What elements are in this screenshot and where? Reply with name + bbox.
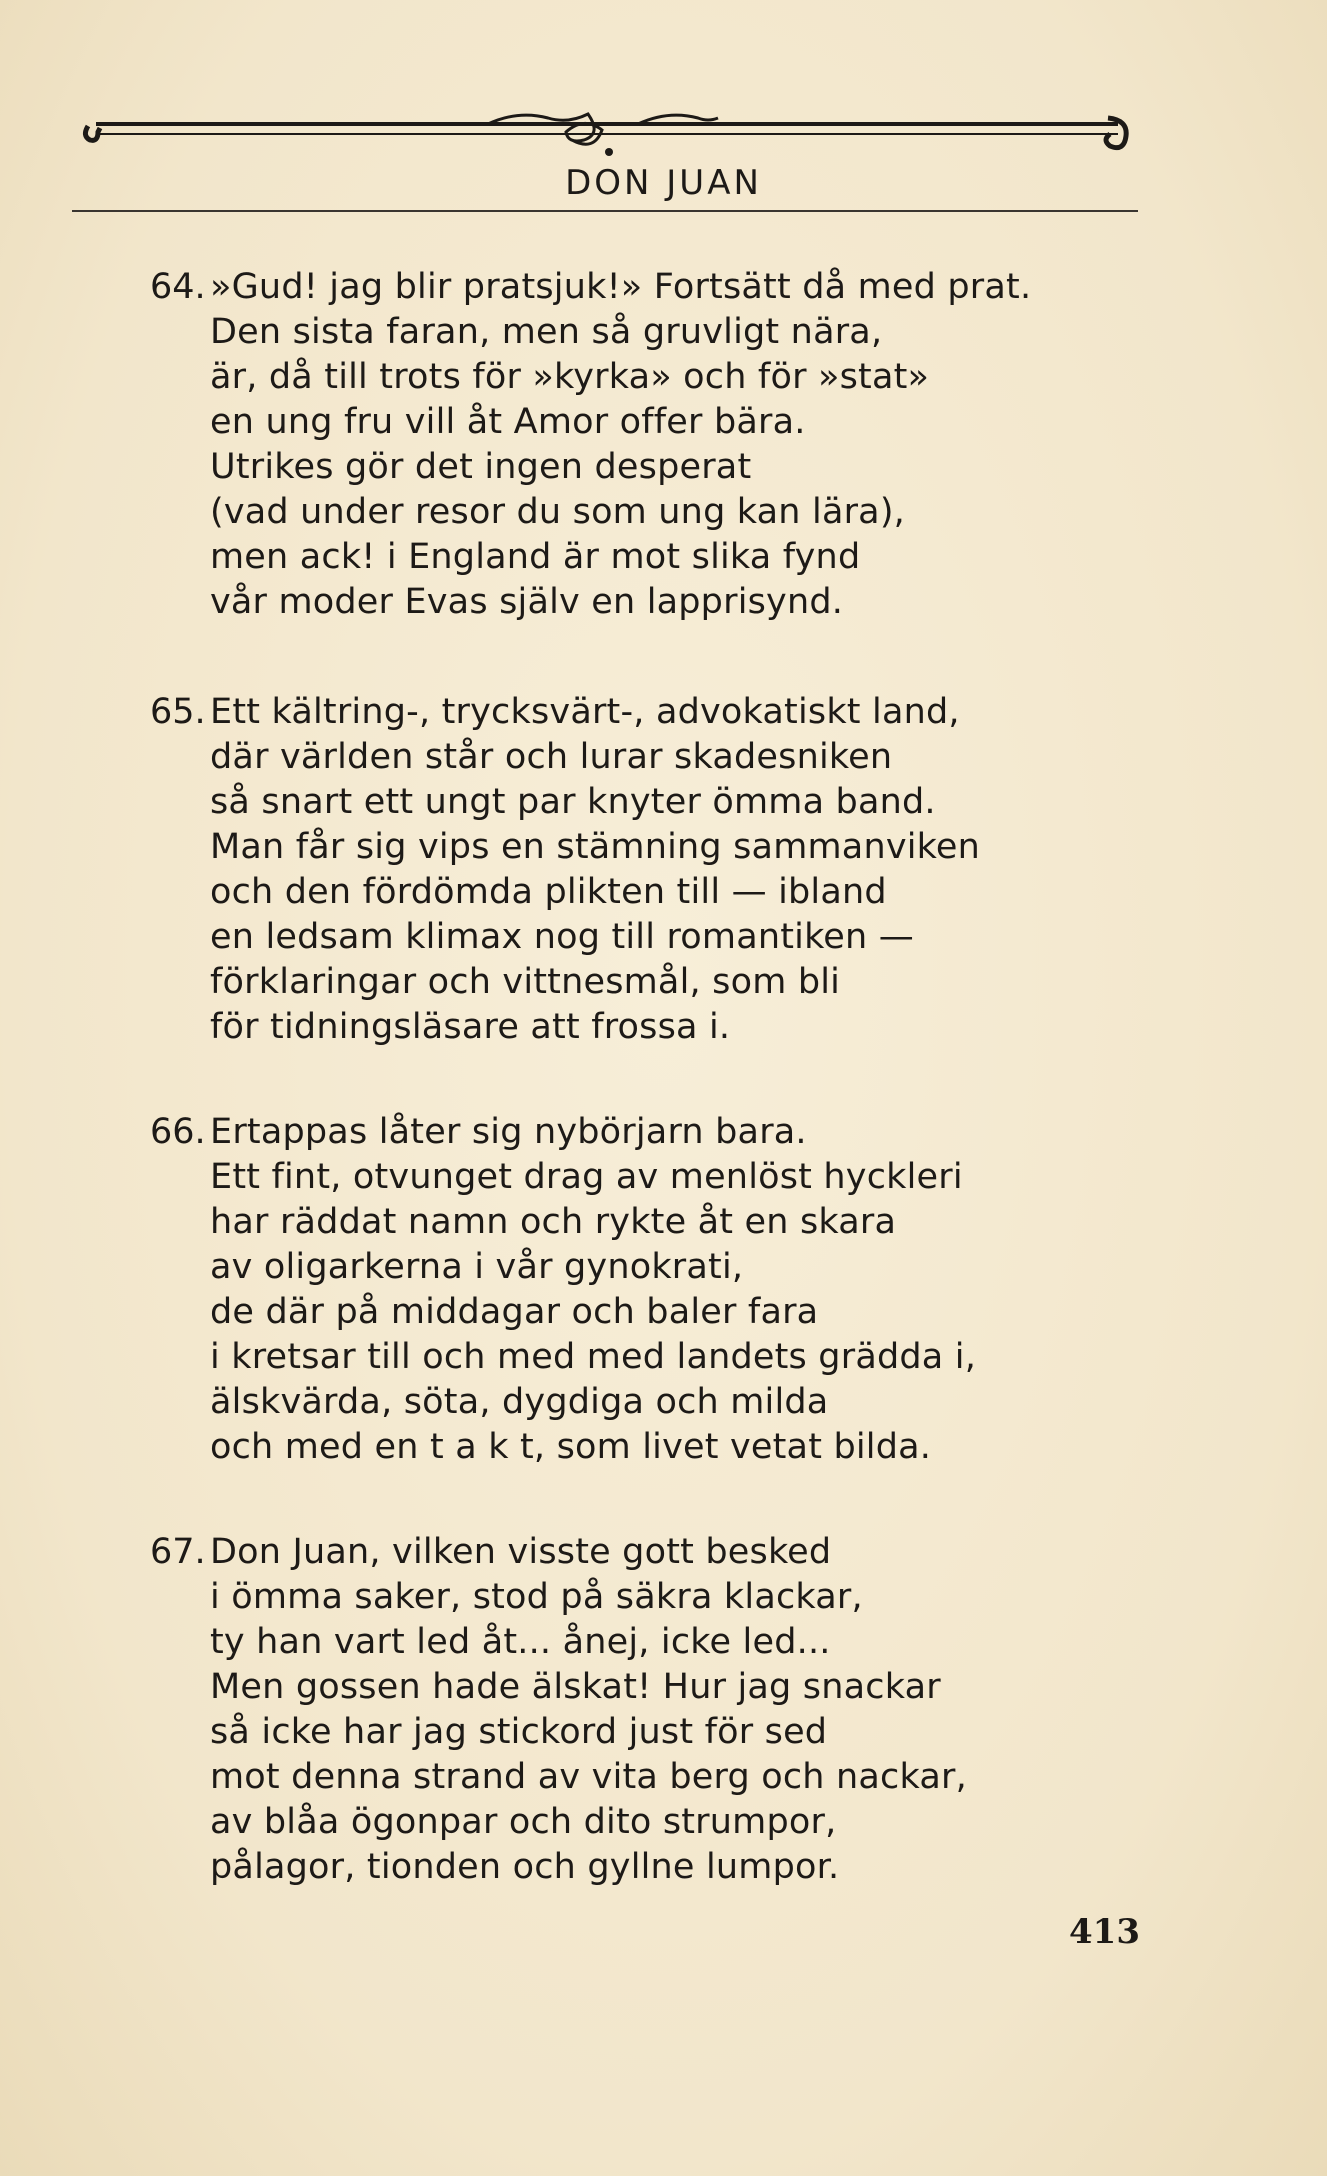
stanza-number: 66. <box>150 1112 206 1152</box>
verse-line: (vad under resor du som ung kan lära), <box>210 492 906 532</box>
verse-line: där världen står och lurar skadesniken <box>210 737 893 777</box>
stanza-number: 65. <box>150 692 206 732</box>
verse-line: i ömma saker, stod på säkra klackar, <box>210 1577 863 1617</box>
verse-line: Ett fint, otvunget drag av menlöst hyckleri <box>210 1157 963 1197</box>
running-head: DON JUAN <box>565 163 762 203</box>
page-number: 413 <box>1069 1912 1140 1952</box>
verse-line: Men gossen hade älskat! Hur jag snackar <box>210 1667 941 1707</box>
verse-line: Utrikes gör det ingen desperat <box>210 447 752 487</box>
verse-line: är, då till trots för »kyrka» och för »stat» <box>210 357 930 397</box>
verse-line: vår moder Evas själv en lapprisynd. <box>210 582 844 622</box>
stanza-number: 67. <box>150 1532 206 1572</box>
verse-line: för tidningsläsare att frossa i. <box>210 1007 731 1047</box>
verse-line: en ung fru vill åt Amor offer bära. <box>210 402 806 442</box>
verse-line: Ett kältring-, trycksvärt-, advokatiskt land, <box>210 692 960 732</box>
verse-line: en ledsam klimax nog till romantiken — <box>210 917 914 957</box>
stanza-67 <box>150 1530 1250 1890</box>
stanza-number: 64. <box>150 267 206 307</box>
verse-line: så icke har jag stickord just för sed <box>210 1712 828 1752</box>
verse-line: ty han vart led åt... ånej, icke led... <box>210 1622 831 1662</box>
verse-line: älskvärda, söta, dygdiga och milda <box>210 1382 829 1422</box>
stanza-66 <box>150 1110 1250 1470</box>
header-ornament-icon <box>78 112 1138 168</box>
verse-line: mot denna strand av vita berg och nackar, <box>210 1757 967 1797</box>
verse-line: Ertappas låter sig nybörjarn bara. <box>210 1112 807 1152</box>
verse-line: Don Juan, vilken visste gott besked <box>210 1532 832 1572</box>
verse-line: förklaringar och vittnesmål, som bli <box>210 962 841 1002</box>
verse-line: i kretsar till och med med landets grädda i, <box>210 1337 977 1377</box>
verse-line: har räddat namn och rykte åt en skara <box>210 1202 897 1242</box>
verse-line: så snart ett ungt par knyter ömma band. <box>210 782 936 822</box>
verse-line: Man får sig vips en stämning sammanviken <box>210 827 981 867</box>
verse-line: och med en t a k t, som livet vetat bilda. <box>210 1427 932 1467</box>
header-divider <box>72 210 1138 212</box>
stanza-65 <box>150 690 1250 1050</box>
verse-line: av oligarkerna i vår gynokrati, <box>210 1247 744 1287</box>
verse-line: Den sista faran, men så gruvligt nära, <box>210 312 883 352</box>
verse-line: och den fördömda plikten till — ibland <box>210 872 887 912</box>
verse-line: de där på middagar och baler fara <box>210 1292 819 1332</box>
verse-line: pålagor, tionden och gyllne lumpor. <box>210 1847 840 1887</box>
verse-line: »Gud! jag blir pratsjuk!» Fortsätt då med prat. <box>210 267 1032 307</box>
verse-line: men ack! i England är mot slika fynd <box>210 537 861 577</box>
verse-line: av blåa ögonpar och dito strumpor, <box>210 1802 837 1842</box>
stanza-64 <box>150 265 1250 625</box>
